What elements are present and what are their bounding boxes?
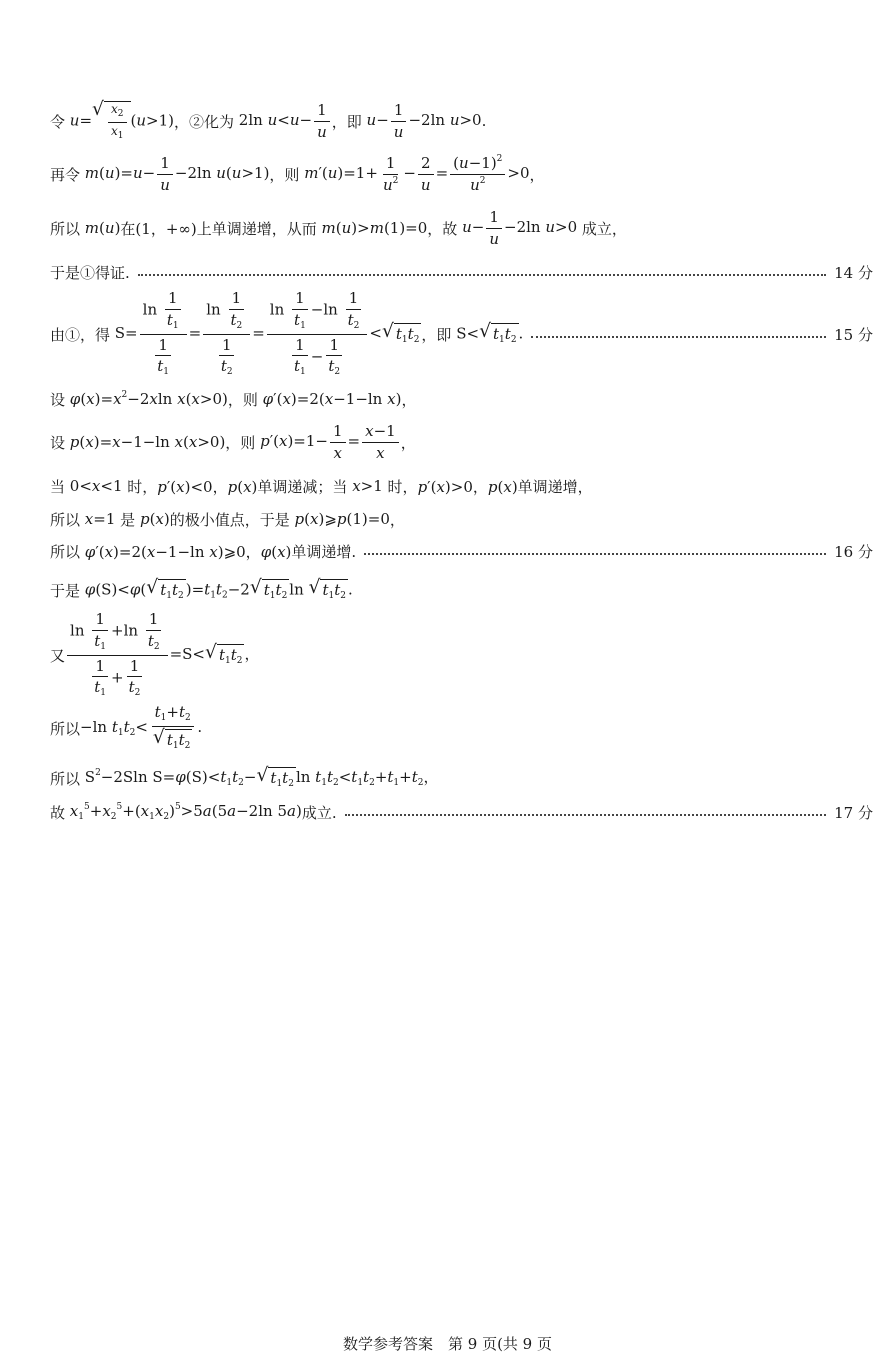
formula: φ′(x)=2(x−1−ln x)⩾0，φ(x) [84,542,292,561]
text: ，②化为 [174,112,235,131]
text: 又 [50,646,66,665]
text: 单调递增， [517,477,593,496]
text: ，则 [225,433,256,452]
score: 15 分 [834,325,873,344]
formula: m(u)=u− $\frac{1}{u}$ −2ln u(u>1) [84,154,270,194]
text: 在(1，+∞)上单调递增，从而 [120,219,317,238]
text: 所以 [50,219,81,238]
formula: φ(S)<φ( √ $t_1t_2$ )$=t_1t_2-2$ √ $t_1t_2$ ln √ $t_1t_2$ . [84,576,353,601]
step-define-m [50,152,873,196]
score: 17 分 [834,803,873,822]
text: 所以 [50,542,81,561]
formula: p(x) [139,510,170,528]
text: ，则 [269,165,300,184]
leader-dots [345,813,827,816]
text: 于是 [50,581,81,600]
text: ， [389,510,405,529]
text: 设 [50,433,66,452]
step-define-s [50,289,873,377]
step-min-p [50,507,873,531]
text: . [481,112,487,130]
text: ，故 [427,219,458,238]
formula: u− $\frac{1}{u}$ −2ln u>0 [462,208,582,248]
formula: x=1 [84,510,121,528]
formula: p(x)=x−1−ln x(x>0) [69,433,226,451]
text: 所以 [50,719,81,738]
formula: m(u) [84,219,121,237]
step-conclusion [50,799,873,825]
text: 成立. [301,803,337,822]
page-footer: 数学参考答案 第 9 页(共 9 页 [342,1335,552,1353]
text: ，则 [227,390,258,409]
step-define-p [50,420,873,464]
text: 时， [387,477,418,496]
step-monotone-m [50,206,873,250]
score: 16 分 [834,542,873,561]
step-phi-s [50,576,873,604]
text: ， [400,433,416,452]
formula: S< √ $t_1t_2$ . [451,320,524,345]
text: 当 [50,477,66,496]
text: 由①，得 [50,325,111,344]
step-sign-p [50,474,873,498]
text: 时， [127,477,158,496]
text: 所以 [50,769,81,788]
text: 于是①得证. [50,263,130,282]
formula: 2ln u<u− $\frac{1}{u}$ [234,102,332,140]
step-define-phi [50,386,873,412]
formula: φ′(x)=2(x−1−ln x) [262,390,402,408]
text: 设 [50,390,66,409]
step-ln-bound [50,704,873,752]
formula: p′(x)>0，p(x) [417,477,518,496]
leader-dots [364,552,826,555]
formula: m′(u)=1+ $\frac{1}{u^2}$ − $\frac{2}{u}$ = $\frac{(u-1)^2}{u^2}$ >0 [304,154,530,194]
step-s-inequality [50,764,873,792]
formula: p′(x)=1− $\frac{1}{x}$ = $\frac{x-1}{x}$ [255,423,400,461]
formula: x>1 [352,477,388,495]
text: 再令 [50,165,81,184]
text: ，即 [421,325,452,344]
text: 成立， [581,219,627,238]
step-again-s [50,610,873,698]
text: 的极小值点，于是 [169,510,290,529]
formula: $S^2-2Sln$ $S=\varphi(S)<t_1t_2-$ √ $t_1t_2$ $\ln t_1t_2<t_1t_2+t_1+t_2$， [80,764,439,789]
formula: $\varphi(x)=x^2-2xln$ x(x>0) [69,390,228,408]
score: 14 分 [834,263,873,282]
text: ， [401,390,417,409]
text: 令 [50,112,66,131]
formula: ln $\frac{1}{t_1}$ +ln $\frac{1}{t_2}$ $\frac{1}{t_1}$ + $\frac{1}{t_2}$ =S< √ $t_1t_2$ ， [65,611,259,699]
step-phi-increasing [50,539,873,563]
leader-dots [531,335,826,338]
leader-dots [138,273,826,276]
formula: u= √ $\frac{x_2}{x_1}$ (u>1) [69,98,175,141]
formula: u− $\frac{1}{u}$ −2ln u>0 [366,101,482,141]
formula: m(u)>m(1)=0 [321,219,428,237]
text: 所以 [50,510,81,529]
formula: −ln $t_1t_2<$ $t_1+t_2$ √ $t_1t_2$ . [80,703,203,752]
text: ，即 [331,112,362,131]
formula: S= ln $\frac{1}{t_1}$ $\frac{1}{t_1}$ = ln $\frac{1}{t_2}$ $\frac{1}{t_2}$ = ln $\frac{1}{t_1}$ −ln $\frac{1}{t_2}$ $\frac{1}{t_1}$ − $\frac{1}{t_2}$ < √ $t_1t_2$ [110,289,420,377]
text: 单调递减；当 [257,477,348,496]
text: ， [529,165,545,184]
formula: p′(x)<0，p(x) [157,477,258,496]
text: 单调递增. [291,542,357,561]
text: 故 [50,803,66,822]
step-substitution [50,98,873,144]
formula: 0<x<1 [65,477,128,495]
formula: $x_1^5+x_2^5+(x_1x_2)^5>5a(5a-2\ln$ 5a) [69,802,302,822]
formula: p(x)⩾p(1)=0 [294,510,390,528]
step-proved-1 [50,260,873,284]
text: 是 [120,510,136,529]
